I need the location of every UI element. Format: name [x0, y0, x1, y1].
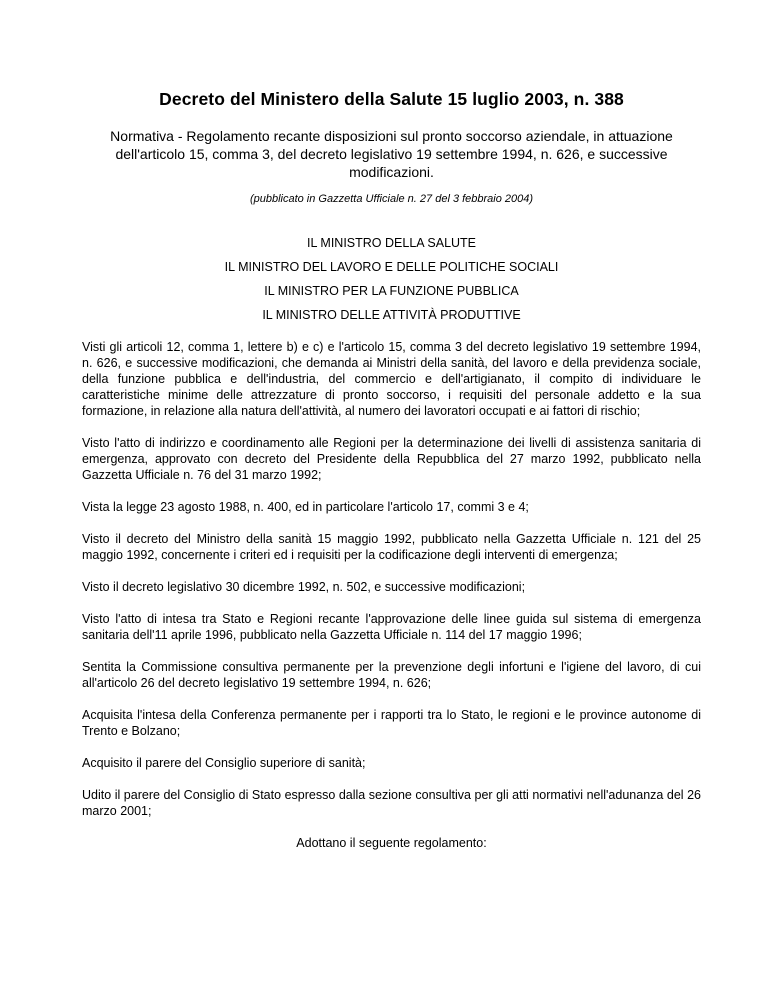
preamble [82, 339, 701, 819]
preamble-paragraph: Visto l'atto di indirizzo e coordinamento alle Regioni per la determinazione dei livelli di assistenza sanitaria di emergenza, approvato con decreto del Presidente della Repubblica del 27 marzo 1992, pubblicato nella Gazzetta Ufficiale n. 76 del 31 marzo 1992; [82, 436, 701, 482]
document-subtitle: Normativa - Regolamento recante disposizioni sul pronto soccorso aziendale, in attuazione dell'articolo 15, comma 3, del decreto legislativo 19 settembre 1994, n. 626, e successive modificazioni. [110, 128, 673, 180]
preamble-paragraph: Udito il parere del Consiglio di Stato espresso dalla sezione consultiva per gli atti normativi nell'adunanza del 26 marzo 2001; [82, 788, 701, 818]
preamble-paragraph: Visto il decreto legislativo 30 dicembre 1992, n. 502, e successive modificazioni; [82, 580, 526, 594]
minister-line: IL MINISTRO DELLA SALUTE [306, 236, 477, 250]
document-title: Decreto del Ministero della Salute 15 luglio 2003, n. 388 [159, 89, 624, 109]
minister-line: IL MINISTRO DEL LAVORO E DELLE POLITICHE SOCIALI [224, 260, 559, 274]
minister-line: IL MINISTRO PER LA FUNZIONE PUBBLICA [264, 284, 519, 298]
preamble-paragraph: Visto il decreto del Ministro della sanità 15 maggio 1992, pubblicato nella Gazzetta Ufficiale n. 121 del 25 maggio 1992, concernente i criteri ed i requisiti per la codificazione degli interventi di emergenza; [82, 532, 701, 562]
closing-line: Adottano il seguente regolamento: [296, 836, 487, 850]
preamble-paragraph: Visto l'atto di intesa tra Stato e Regioni recante l'approvazione delle linee guida sul sistema di emergenza sanitaria dell'11 aprile 1996, pubblicato nella Gazzetta Ufficiale n. 114 del 17 maggio 1996; [82, 612, 701, 642]
minister-line: IL MINISTRO DELLE ATTIVITÀ PRODUTTIVE [262, 308, 521, 322]
preamble-paragraph: Sentita la Commissione consultiva permanente per la prevenzione degli infortuni e l'igiene del lavoro, di cui all'articolo 26 del decreto legislativo 19 settembre 1994, n. 626; [82, 660, 701, 690]
publication-note: (pubblicato in Gazzetta Ufficiale n. 27 del 3 febbraio 2004) [249, 193, 534, 205]
preamble-paragraph: Vista la legge 23 agosto 1988, n. 400, ed in particolare l'articolo 17, commi 3 e 4; [82, 500, 529, 514]
ministers-list [82, 235, 701, 323]
preamble-paragraph: Acquisita l'intesa della Conferenza permanente per i rapporti tra lo Stato, le regioni e le province autonome di Trento e Bolzano; [82, 708, 701, 738]
preamble-paragraph: Acquisito il parere del Consiglio superiore di sanità; [82, 756, 366, 770]
preamble-paragraph: Visti gli articoli 12, comma 1, lettere b) e c) e l'articolo 15, comma 3 del decreto legislativo 19 settembre 1994, n. 626, e successive modificazioni, che demanda ai Ministri della sanità, del lavoro e della previdenza sociale, della funzione pubblica e dell'industria, del commercio e dell'artigianato, il compito di individuare le caratteristiche minime delle attrezzature di pronto soccorso, i requisiti del personale addetto e la sua formazione, in relazione alla natura dell'attività, al numero dei lavoratori occupati e ai fattori di rischio; [82, 340, 701, 418]
